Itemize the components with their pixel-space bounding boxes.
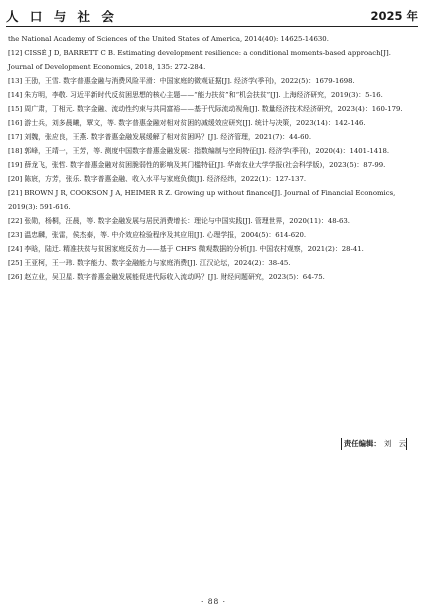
reference-item: [19] 薛龙飞，张哲. 数字普惠金融对贫困脆弱性的影响及其门槛特征[J]. 华南农业大学学报(社会科学版)，2023(5)：87-99. bbox=[8, 161, 386, 169]
reference-item: [25] 王亚柯，王一玮. 数字能力、数字金融能力与家庭消费[J]. 江汉论坛，2024(2)：38-45. bbox=[8, 259, 291, 267]
reference-item: [16] 游士兵，刘多晨曦，覃文，等. 数字普惠金融对相对贫困的减缓效应研究[J]. 统计与决策，2023(14)：142-146. bbox=[8, 119, 366, 127]
reference-item: [20] 陈宸，方芳，张乐. 数字普惠金融、收入水平与家庭负债[J]. 经济经纬，2022(1)：127-137. bbox=[8, 175, 307, 183]
reference-item: [21] BROWN J R, COOKSON J A, HEIMER R Z. Growing up without finance[J]. Journal of Financial Economics, 2019(3): 591-616. bbox=[8, 189, 396, 211]
reference-item: [23] 温忠麟，张雷，侯杰泰，等. 中介效应检验程序及其应用[J]. 心理学报，2004(5)：614-620. bbox=[8, 231, 307, 239]
reference-item: [18] 郭峰，王靖一，王芳，等. 测度中国数字普惠金融发展：指数编制与空间特征[J]. 经济学(季刊)，2020(4)：1401-1418. bbox=[8, 147, 390, 155]
reference-item: [14] 朱方明，李敬. 习近平新时代反贫困思想的核心主题——“能力扶贫”和“机会扶贫”[J]. 上海经济研究，2019(3)：5-16. bbox=[8, 91, 383, 99]
journal-title: 人 口 与 社 会 bbox=[6, 9, 118, 24]
running-header bbox=[6, 4, 418, 27]
editor-name: 刘 云 bbox=[383, 439, 406, 448]
reference-item: [13] 王劭，王雪. 数字普惠金融与消费风险平滑：中国家庭的微观证据[J]. 经济学(季刊)，2022(5)：1679-1698. bbox=[8, 77, 355, 85]
reference-item: [26] 赵立业，吴卫星. 数字普惠金融发展能促进代际收入流动吗？[J]. 财经问题研究，2023(5)：64-75. bbox=[8, 273, 325, 281]
reference-item: [24] 李晗，陆迁. 精准扶贫与贫困家庭反贫力——基于 CHFS 微观数据的分析[J]. 中国农村观察，2021(2)：28-41. bbox=[8, 245, 364, 253]
reference-item: [22] 张勋，杨桐，汪晨，等. 数字金融发展与居民消费增长：理论与中国实践[J]. 管理世界，2020(11)：48-63. bbox=[8, 217, 350, 225]
reference-item: [12] CISSÉ J D, BARRETT C B. Estimating development resilience: a conditional moments-based approach[J]. Journal of Development Economics, 2018, 135: 272-284. bbox=[8, 49, 391, 71]
editor-label: 责任编辑： bbox=[343, 439, 381, 448]
responsible-editor bbox=[341, 438, 407, 450]
reference-item: the National Academy of Sciences of the United States of America, 2014(40): 14625-14630. bbox=[8, 35, 329, 43]
page-number: · 88 · bbox=[200, 597, 227, 606]
issue-year: 2025 年 bbox=[370, 9, 418, 23]
reference-item: [15] 周广肃，丁相元. 数字金融、流动性约束与共同富裕——基于代际流动视角[J]. 数量经济技术经济研究，2023(4)：160-179. bbox=[8, 105, 403, 113]
reference-item: [17] 刘魏，张应良，王燕. 数字普惠金融发展缓解了相对贫困吗？[J]. 经济管理，2021(7)：44-60. bbox=[8, 133, 312, 141]
reference-list bbox=[8, 32, 410, 284]
